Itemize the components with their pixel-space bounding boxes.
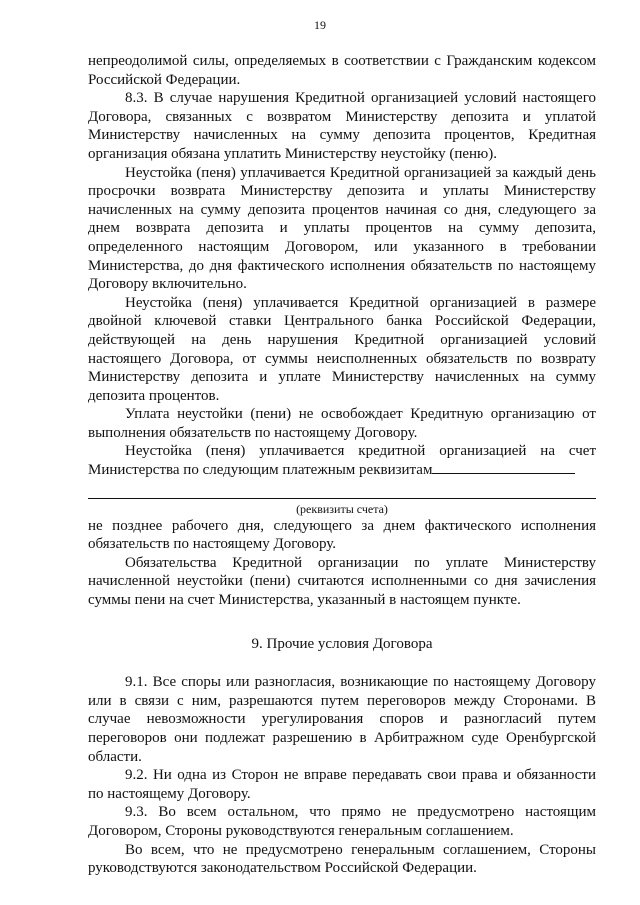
paragraph-payment-details [88, 442, 596, 479]
paragraph-8-3: 8.3. В случае нарушения Кредитной организацией условий настоящего Договора, связанных с возвратом Министерству депозита и уплатой Министерству начисленных на сумму депозита процентов, Кредитная организация обязана уплатить Министерству неустойку (пеню). [88, 90, 596, 162]
paragraph-9-1: 9.1. Все споры или разногласия, возникающие по настоящему Договору или в связи с ним, разрешаются путем переговоров между Сторонами. В случае невозможности урегулирования споров и разногласий путем переговоров они подлежат разрешению в Арбитражном суде Оренбургской области. [88, 674, 596, 765]
payment-details-text: Неустойка (пеня) уплачивается кредитной организацией на счет Министерства по следующим платежным реквизитам [88, 443, 596, 479]
section-9-title: 9. Прочие условия Договора [251, 635, 433, 652]
document-body [88, 52, 596, 878]
paragraph-penalty-no-release: Уплата неустойки (пени) не освобождает Кредитную организацию от выполнения обязательств по настоящему Договору. [88, 406, 596, 441]
paragraph-9-3: 9.3. Во всем остальном, что прямо не предусмотрено настоящим Договором, Стороны руководствуются генеральным соглашением. [88, 804, 596, 839]
paragraph-payment-deadline: не позднее рабочего дня, следующего за днем фактического исполнения обязательств по настоящему Договору. [88, 517, 596, 553]
page-number: 19 [314, 18, 326, 32]
paragraph-penalty-period: Неустойка (пеня) уплачивается Кредитной организацией за каждый день просрочки возврата Министерству депозита и уплаты Министерству начисленных на сумму депозита процентов начиная со дня, следующего за днем возврата депозита и уплаты процентов на сумму депозита, определенного настоящим Договором, или указанного в требовании Министерства, до дня фактического исполнения обязательств по настоящему Договору включительно. [88, 164, 596, 293]
paragraph-force-majeure-end: непреодолимой силы, определяемых в соответствии с Гражданским кодексом Российской Федерации. [88, 53, 596, 88]
paragraph-penalty-rate: Неустойка (пеня) уплачивается Кредитной организацией в размере двойной ключевой ставки Центрального банка Российской Федерации, действующей на день нарушения Кредитной организацией условий настоящего Договора, от суммы неисполненных обязательств по возврату Министерству депозита и уплате Министерству начисленных на сумму депозита процентов. [88, 294, 596, 404]
paragraph-obligations-fulfilled: Обязательства Кредитной организации по уплате Министерству начисленной неустойки (пени) считаются исполненными со дня зачисления суммы пени на счет Министерства, указанный в настоящем пункте. [88, 554, 596, 609]
payment-details-blank-line [432, 461, 575, 474]
payment-details-caption: (реквизиты счета) [88, 498, 596, 517]
paragraph-legislation: Во всем, что не предусмотрено генеральным соглашением, Стороны руководствуются законодательством Российской Федерации. [88, 841, 596, 877]
paragraph-9-2: 9.2. Ни одна из Сторон не вправе передавать свои права и обязанности по настоящему Договору. [88, 767, 596, 802]
